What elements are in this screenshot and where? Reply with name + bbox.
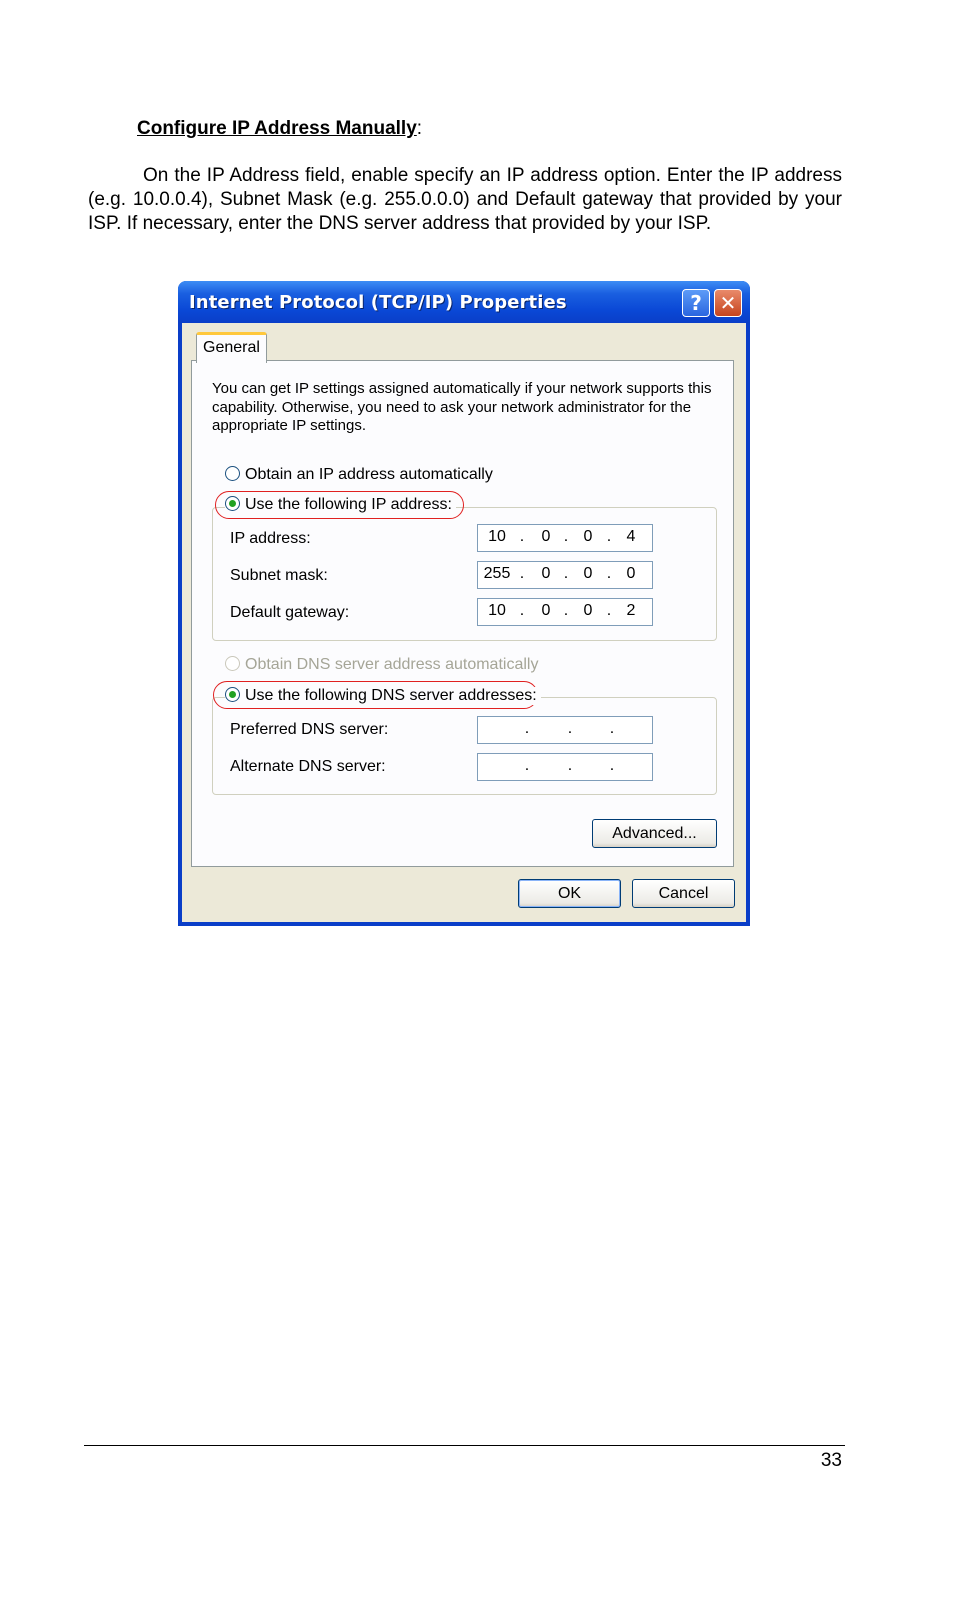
subnet-mask-label: Subnet mask: xyxy=(230,567,328,584)
ok-button[interactable]: OK xyxy=(518,879,621,908)
section-heading xyxy=(137,118,422,140)
heading-colon: : xyxy=(416,118,423,139)
close-icon: ✕ xyxy=(719,291,737,315)
help-button[interactable] xyxy=(682,289,710,317)
default-gateway-input[interactable]: 10 . 0 . 0 . 2 xyxy=(477,598,653,626)
heading-title: Configure IP Address Manually xyxy=(137,118,417,139)
general-panel xyxy=(191,360,734,867)
alternate-dns-label: Alternate DNS server: xyxy=(230,758,386,775)
default-gateway-label: Default gateway: xyxy=(230,604,350,621)
radio-obtain-ip-label: Obtain an IP address automatically xyxy=(245,466,493,483)
close-button[interactable] xyxy=(714,289,742,317)
dialog-title: Internet Protocol (TCP/IP) Properties xyxy=(189,292,567,313)
radio-obtain-dns-label: Obtain DNS server address automatically xyxy=(245,656,539,673)
instruction-paragraph: On the IP Address field, enable specify an IP address option. Enter the IP address (e.g. 10.0.0.4), Subnet Mask (e.g. 255.0.0.0) and Default gateway that provided by your ISP. If necessary, enter the DNS server address that provided by your ISP. xyxy=(88,165,842,234)
radio-use-ip[interactable] xyxy=(225,496,240,511)
tab-general[interactable]: General xyxy=(196,332,267,363)
alternate-dns-input[interactable]: . . . xyxy=(477,753,653,781)
radio-use-dns-row[interactable] xyxy=(225,687,541,705)
radio-use-dns-label: Use the following DNS server addresses: xyxy=(245,687,537,704)
ip-address-input[interactable]: 10 . 0 . 0 . 4 xyxy=(477,524,653,552)
advanced-button[interactable]: Advanced... xyxy=(592,819,717,848)
radio-obtain-dns[interactable] xyxy=(225,656,240,671)
ip-address-label: IP address: xyxy=(230,530,311,547)
radio-obtain-ip[interactable] xyxy=(225,466,240,481)
radio-obtain-dns-row[interactable] xyxy=(225,656,538,674)
radio-obtain-ip-row[interactable] xyxy=(225,466,493,484)
dialog-client-area xyxy=(182,323,746,922)
preferred-dns-input[interactable]: . . . xyxy=(477,716,653,744)
settings-description: You can get IP settings assigned automatically if your network supports this capability. Otherwise, you need to ask your network administrator for the appropriate IP settings. xyxy=(212,380,712,434)
dialog-titlebar[interactable] xyxy=(178,281,750,323)
footer-rule xyxy=(84,1445,845,1446)
help-icon: ? xyxy=(690,291,702,315)
cancel-button[interactable]: Cancel xyxy=(632,879,735,908)
subnet-mask-input[interactable]: 255 . 0 . 0 . 0 xyxy=(477,561,653,589)
preferred-dns-label: Preferred DNS server: xyxy=(230,721,389,738)
radio-use-dns[interactable] xyxy=(225,687,240,702)
page-number: 33 xyxy=(820,1450,842,1471)
radio-use-ip-row[interactable] xyxy=(225,496,456,514)
tcpip-properties-dialog xyxy=(178,281,750,926)
radio-use-ip-label: Use the following IP address: xyxy=(245,496,452,513)
